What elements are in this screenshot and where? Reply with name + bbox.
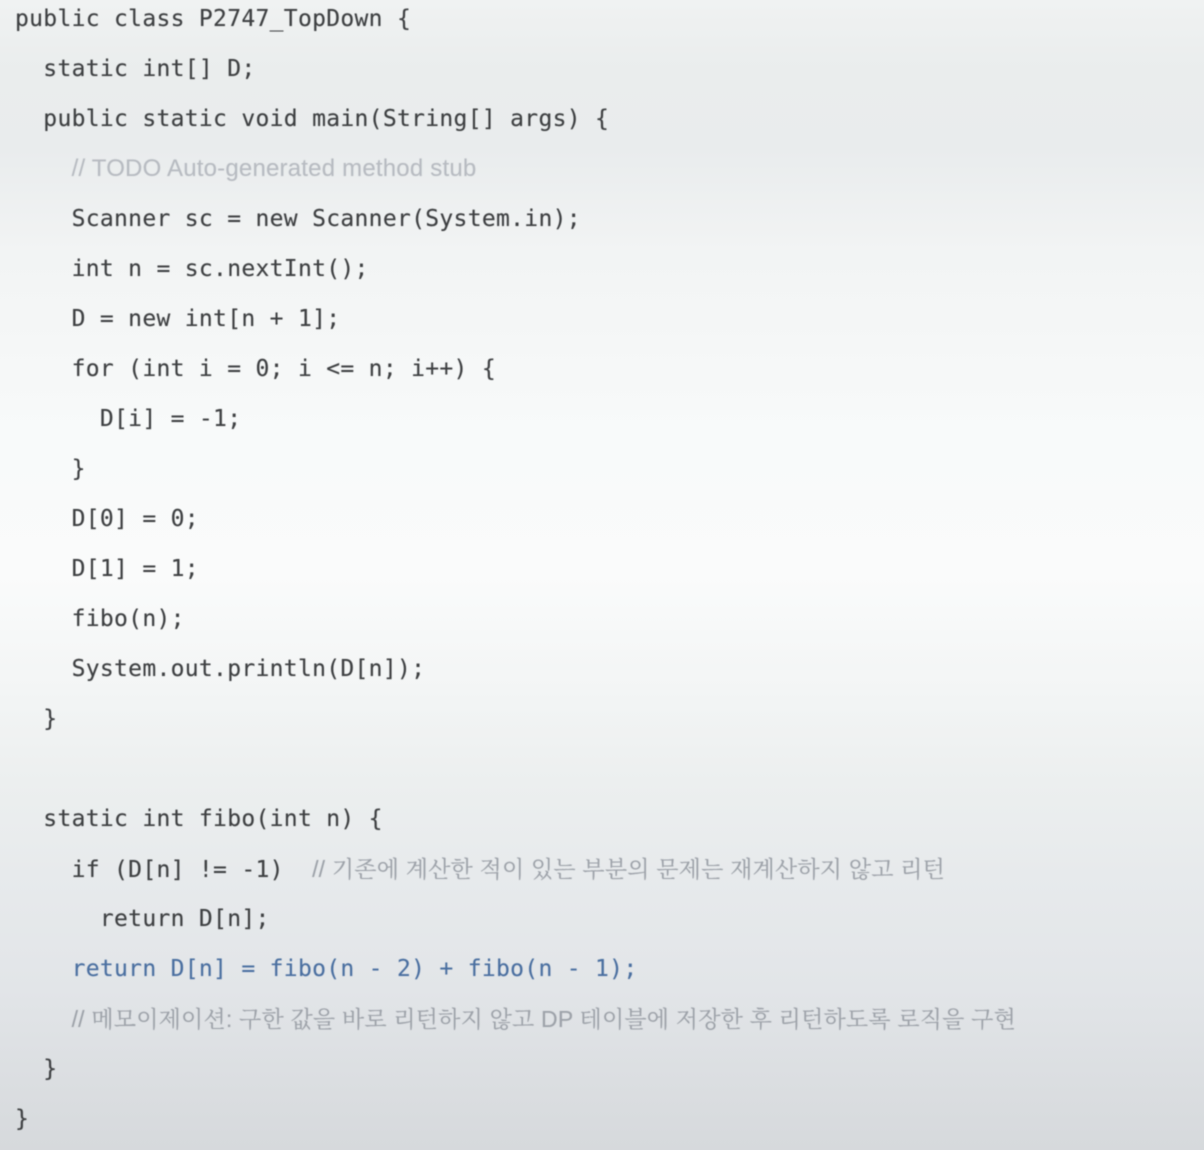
- code-line: [15, 544, 1204, 594]
- code-line: [15, 0, 1204, 44]
- code-line: [15, 1094, 1204, 1144]
- code-line: [15, 394, 1204, 444]
- code-line: [15, 694, 1204, 744]
- code-text: public static void main(String[] args) {: [15, 106, 610, 132]
- code-text: D = new int[n + 1];: [15, 306, 341, 332]
- code-line: [15, 794, 1204, 844]
- code-line: [15, 844, 1204, 894]
- code-line: [15, 94, 1204, 144]
- code-line: [15, 644, 1204, 694]
- comment-text: // 메모이제이션: 구한 값을 바로 리턴하지 않고 DP 테이블에 저장한 후 리턴하도록 로직을 구현: [71, 1006, 1017, 1032]
- code-text: System.out.println(D[n]);: [15, 656, 426, 682]
- code-lines: [15, 0, 1204, 1144]
- code-line: [15, 44, 1204, 94]
- highlighted-code-text: return D[n] = fibo(n - 2) + fibo(n - 1);: [15, 956, 638, 982]
- code-text: fibo(n);: [15, 606, 185, 632]
- code-text: [15, 1007, 72, 1033]
- code-text: D[0] = 0;: [15, 506, 199, 532]
- code-text: }: [15, 706, 58, 732]
- code-line: [15, 244, 1204, 294]
- code-line: [15, 144, 1204, 194]
- code-text: Scanner sc = new Scanner(System.in);: [15, 206, 581, 232]
- code-line: [15, 444, 1204, 494]
- code-text: static int fibo(int n) {: [15, 806, 383, 832]
- code-line: [15, 294, 1204, 344]
- code-line: [15, 344, 1204, 394]
- code-text: D[i] = -1;: [15, 406, 242, 432]
- code-line: [15, 744, 1204, 794]
- code-line: [15, 1044, 1204, 1094]
- comment-text: // 기존에 계산한 적이 있는 부분의 문제는 재계산하지 않고 리턴: [312, 856, 946, 882]
- code-text: public class P2747_TopDown {: [15, 6, 412, 32]
- code-text: D[1] = 1;: [15, 556, 199, 582]
- code-text: }: [15, 1106, 30, 1132]
- code-line: [15, 894, 1204, 944]
- code-line: [15, 194, 1204, 244]
- code-line: [15, 494, 1204, 544]
- code-text: for (int i = 0; i <= n; i++) {: [15, 356, 497, 382]
- code-text: if (D[n] != -1): [15, 857, 313, 883]
- code-text: static int[] D;: [15, 56, 256, 82]
- code-text: return D[n];: [15, 906, 270, 932]
- code-text: }: [15, 456, 86, 482]
- code-text: }: [15, 1056, 58, 1082]
- code-line: [15, 944, 1204, 994]
- code-text: [15, 156, 72, 182]
- code-line: [15, 594, 1204, 644]
- code-text: int n = sc.nextInt();: [15, 256, 369, 282]
- code-line: [15, 994, 1204, 1044]
- comment-text: // TODO Auto-generated method stub: [71, 155, 477, 182]
